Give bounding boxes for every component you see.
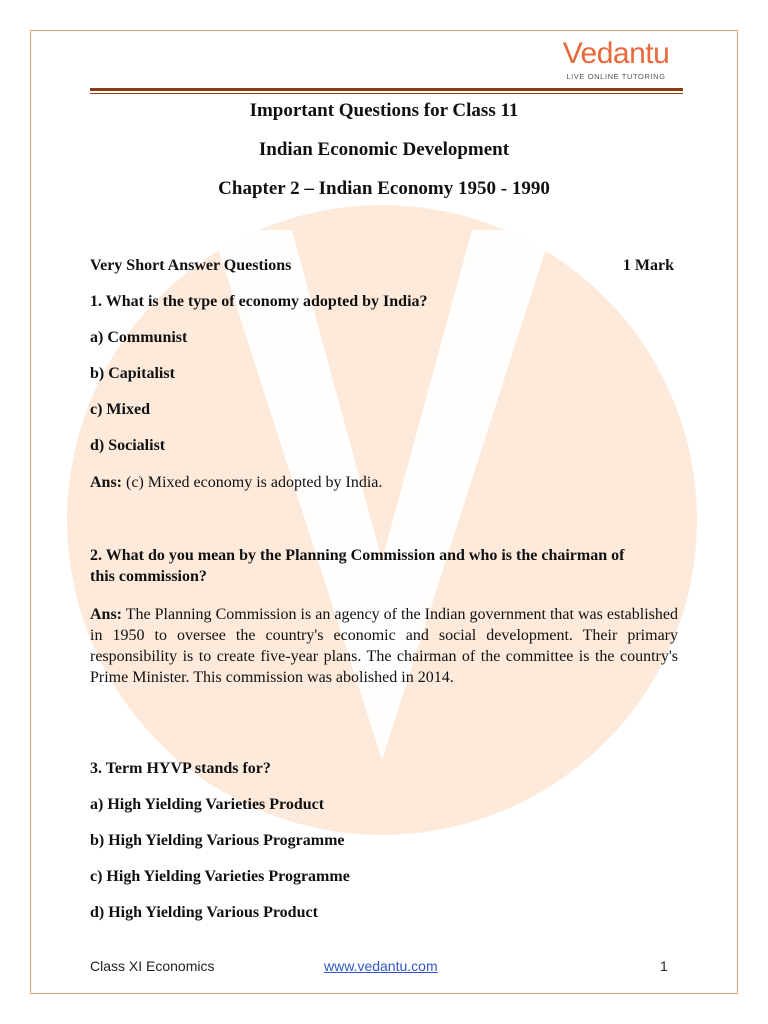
footer-website-link[interactable]: www.vedantu.com xyxy=(324,958,438,974)
q1-option-c: c) Mixed xyxy=(90,401,150,418)
q1-answer xyxy=(90,474,382,492)
q1-option-b: b) Capitalist xyxy=(90,365,175,382)
doc-title: Important Questions for Class 11 xyxy=(249,100,519,121)
footer-class-label: Class XI Economics xyxy=(90,958,215,974)
q2-question-line1: 2. What do you mean by the Planning Commission and who is the chairman of xyxy=(90,547,625,564)
vedantu-logo xyxy=(560,38,672,81)
page-number: 1 xyxy=(660,958,668,974)
q2-answer-text: The Planning Commission is an agency of the Indian government that was established in 1950 to oversee the country's economic and social development. Their primary responsibility is to create five-year plans. The chairman of the committee is the country's Prime Minister. This commission was abolished in 2014. xyxy=(90,606,678,686)
q1-answer-label: Ans: xyxy=(90,474,123,491)
section-marks: 1 Mark xyxy=(622,257,674,274)
q1-option-a: a) Communist xyxy=(90,329,188,346)
q1-option-d: d) Socialist xyxy=(90,437,166,454)
q3-option-b: b) High Yielding Various Programme xyxy=(90,832,345,849)
header-rule xyxy=(90,88,683,91)
q2-question-line2: this commission? xyxy=(90,568,207,585)
q3-option-c: c) High Yielding Varieties Programme xyxy=(90,868,350,885)
q3-option-d: d) High Yielding Various Product xyxy=(90,904,318,921)
doc-subject: Indian Economic Development xyxy=(258,139,510,160)
q2-answer-label: Ans: xyxy=(90,606,123,623)
section-label: Very Short Answer Questions xyxy=(90,257,292,274)
q3-option-a: a) High Yielding Varieties Product xyxy=(90,796,325,813)
logo-tagline: LIVE ONLINE TUTORING xyxy=(566,72,666,81)
q1-question: 1. What is the type of economy adopted by India? xyxy=(90,293,428,310)
doc-chapter: Chapter 2 – Indian Economy 1950 - 1990 xyxy=(218,178,550,199)
q2-answer xyxy=(90,604,678,688)
header-rule-thin xyxy=(90,93,683,94)
q3-question: 3. Term HYVP stands for? xyxy=(90,760,271,777)
q1-answer-text: (c) Mixed economy is adopted by India. xyxy=(122,474,383,491)
logo-wordmark: Vedantu xyxy=(562,37,670,70)
